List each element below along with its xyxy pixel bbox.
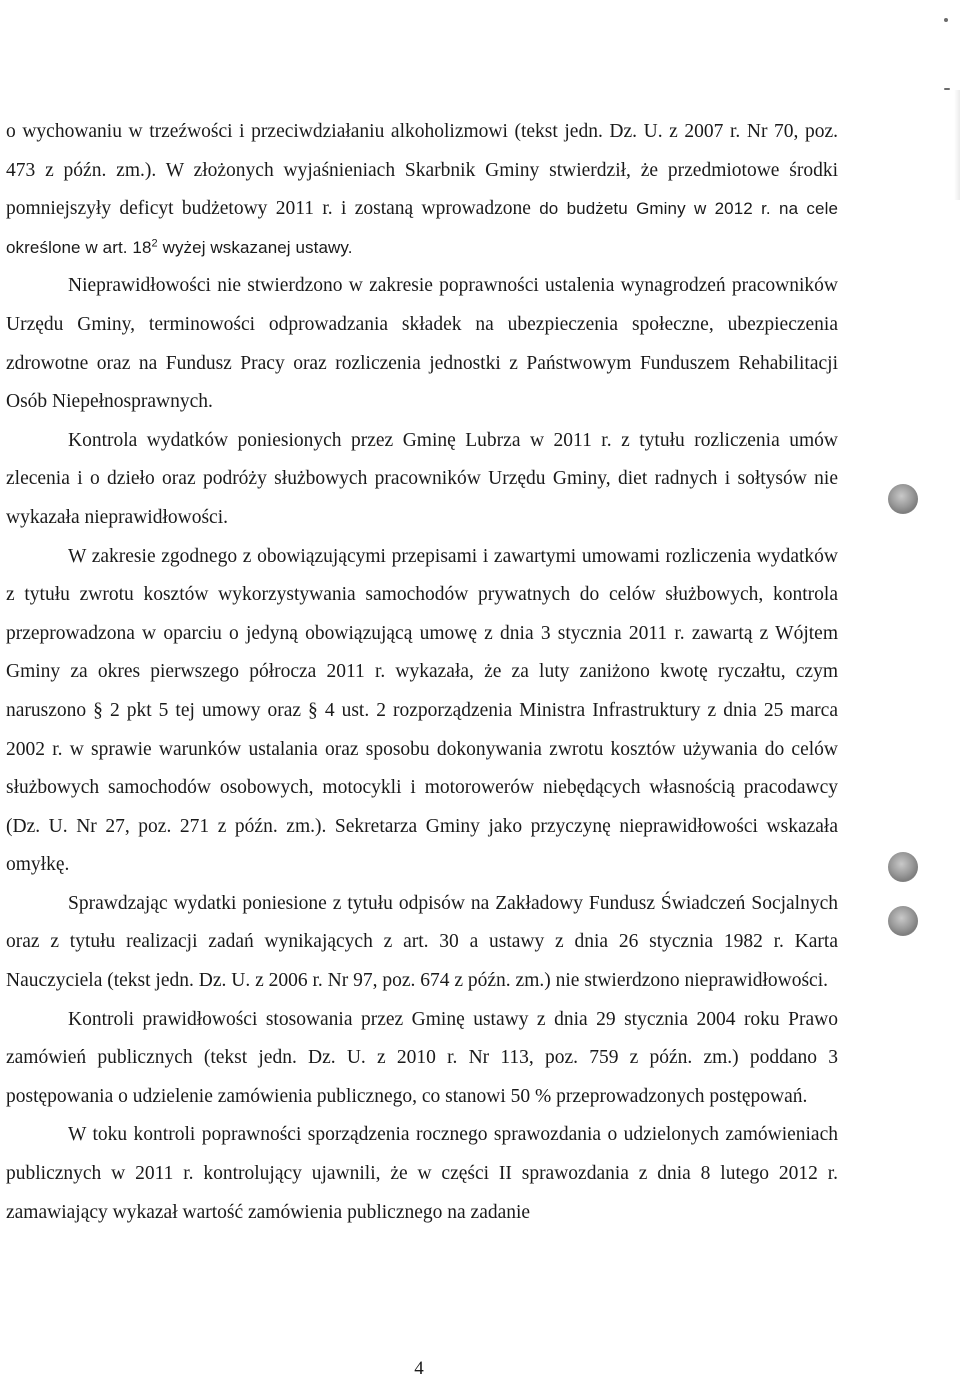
body-text [6,113,838,1232]
scan-speck [944,18,948,22]
article-superscript: 2 [151,237,158,250]
punch-hole [888,484,918,514]
line-prefix: do budżetu Gminy w 2012 r. na cele określone w art. 18 [6,199,838,257]
paragraph-public-procurement: Kontroli prawidłowości stosowania przez Gminę ustawy z dnia 29 stycznia 2004 roku Prawo zamówień publicznych (tekst jedn. Dz. U. z 2010 r. Nr 113, poz. 759 z późn. zm.) poddano 3 postępowania o udzielenie zamówienia publicznego, co stanowi 50 % przeprowadzonych postępowań. [6,1008,838,1107]
paragraph-social-fund: Sprawdzając wydatki poniesione z tytułu odpisów na Zakładowy Fundusz Świadczeń Socjalnych oraz z tytułu realizacji zadań wynikających z art. 30 a ustawy z dnia 26 stycznia 1982 r. Karta Nauczyciela (tekst jedn. Dz. U. z 2006 r. Nr 97, poz. 674 z późn. zm.) nie stwierdzono nieprawidłowości. [6,892,838,992]
paragraph-line: o wychowaniu w trzeźwości i przeciwdziałaniu alkoholizmowi (tekst jedn. Dz. U. z 2007 r. [6,121,741,142]
paragraph-wages: Nieprawidłowości nie stwierdzono w zakresie poprawności ustalenia wynagrodzeń pracowników Urzędu Gminy, terminowości odprowadzania składek na ubezpieczenia społeczne, ubezpieczenia zdrowotne oraz na Fundusz Pracy oraz rozliczenia jednostki z Państwowym Funduszem Rehabilitacji Osób Niepełnosprawnych. [6,275,838,413]
scan-speck [944,88,950,90]
paragraph-line: Nr 70, poz. 473 z późn. zm.). W złożonych wyjaśnieniach Skarbnik Gminy stwierdził, [6,121,839,181]
paragraph-vehicles: W zakresie zgodnego z obowiązującymi przepisami i zawartymi umowami rozliczenia wydatków z tytułu zwrotu kosztów wykorzystywania samochodów prywatnych do celów służbowych, kontrola przeprowadzona w oparciu o jedyną obowiązującą umowę z dnia 3 stycznia 2011 r. zawartą z Wójtem Gminy za okres pierwszego półrocza 2011 r. wykazała, że za luty zaniżono kwotę ryczałtu, czym naruszono § 2 pkt 5 tej umowy oraz § 4 ust. 2 rozporządzenia Ministra Infrastruktury z dnia 25 marca 2002 r. w sprawie warunków ustalania oraz sposobu dokonywania zwrotu kosztów używania do celów służbowych samochodów osobowych, motocykli i motorowerów niebędących własnością pracodawcy (Dz. U. Nr 27, poz. 271 z późn. zm.). Sekretarza Gminy jako przyczynę nieprawidłowości wskazała omyłkę. [6,545,838,876]
paragraph-line: że przedmiotowe środki pomniejszyły deficyt budżetowy 2011 r. i zostaną wprowadzone [6,159,839,220]
punch-hole [888,906,918,936]
paragraph-annual-report: W toku kontroli poprawności sporządzenia rocznego sprawozdania o udzielonych zamówieniach publicznych w 2011 r. kontrolujący ujawnili, że w części II sprawozdania z dnia 8 lutego 2012 r. zamawiający wykazał wartość zamówienia publicznego na zadanie [6,1124,838,1223]
paragraph-contracts: Kontrola wydatków poniesionych przez Gminę Lubrza w 2011 r. z tytułu rozliczenia umów zlecenia i o dzieło oraz podróży służbowych pracowników Urzędu Gminy, diet radnych i sołtysów nie wykazała nieprawidłowości. [6,429,838,528]
punch-hole [888,852,918,882]
paragraph-continued [6,113,838,267]
page-number: 4 [414,1358,424,1379]
line-suffix: wyżej wskazanej ustawy. [157,237,353,257]
page-edge-shadow [954,90,960,200]
